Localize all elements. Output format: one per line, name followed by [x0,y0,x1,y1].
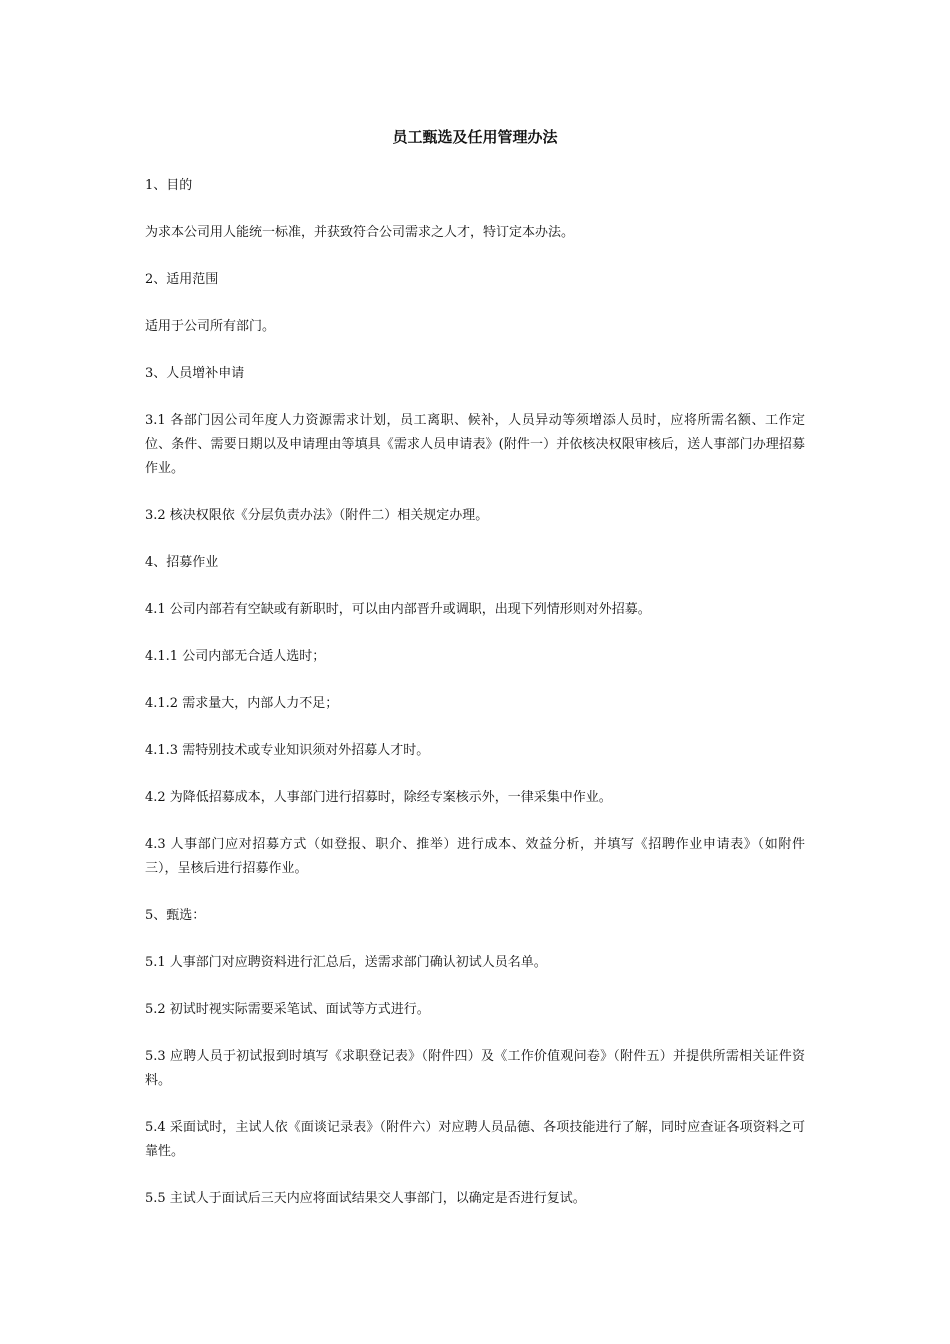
document-page [145,126,805,1234]
paragraph-4-1-2: 4.1.2 需求量大，内部人力不足； [145,696,339,711]
section-heading-selection: 5、甄选： [145,908,206,923]
section-heading-purpose: 1、目的 [145,178,193,193]
paragraph-4-2: 4.2 为降低招募成本，人事部门进行招募时，除经专案核示外，一律采集中作业。 [145,790,612,805]
paragraph-purpose: 为求本公司用人能统一标准，并获致符合公司需求之人才，特订定本办法。 [145,225,575,240]
section-heading-recruitment: 4、招募作业 [145,555,219,570]
section-heading-scope: 2、适用范围 [145,272,219,287]
paragraph-5-1: 5.1 人事部门对应聘资料进行汇总后，送需求部门确认初试人员名单。 [145,955,547,970]
paragraph-4-1-1: 4.1.1 公司内部无合适人选时； [145,649,326,664]
section-heading-staff-request: 3、人员增补申请 [145,366,245,381]
paragraph-5-4: 5.4 采面试时，主试人依《面谈记录表》（附件六）对应聘人员品德、各项技能进行了解，同时应查证各项资料之可靠性。 [145,1120,805,1159]
paragraph-5-2: 5.2 初试时视实际需要采笔试、面试等方式进行。 [145,1002,430,1017]
paragraph-4-1-3: 4.1.3 需特别技术或专业知识须对外招募人才时。 [145,743,430,758]
paragraph-3-2: 3.2 核决权限依《分层负责办法》（附件二）相关规定办理。 [145,508,489,523]
paragraph-3-1: 3.1 各部门因公司年度人力资源需求计划，员工离职、候补，人员异动等须增添人员时，应将所需名额、工作定位、条件、需要日期以及申请理由等填具《需求人员申请表》(附件一）并依核决权限审核后，送人事部门办理招募作业。 [145,413,805,476]
paragraph-4-1: 4.1 公司内部若有空缺或有新职时，可以由内部晋升或调职，出现下列情形则对外招募。 [145,602,651,617]
paragraph-4-3: 4.3 人事部门应对招募方式（如登报、职介、推举）进行成本、效益分析，并填写《招聘作业申请表》（如附件三），呈核后进行招募作业。 [145,837,805,876]
paragraph-scope: 适用于公司所有部门。 [145,319,276,334]
paragraph-5-5: 5.5 主试人于面试后三天内应将面试结果交人事部门，以确定是否进行复试。 [145,1191,586,1206]
document-title: 员工甄选及任用管理办法 [392,128,558,146]
paragraph-5-3: 5.3 应聘人员于初试报到时填写《求职登记表》（附件四）及《工作价值观问卷》（附件五）并提供所需相关证件资料。 [145,1049,805,1088]
